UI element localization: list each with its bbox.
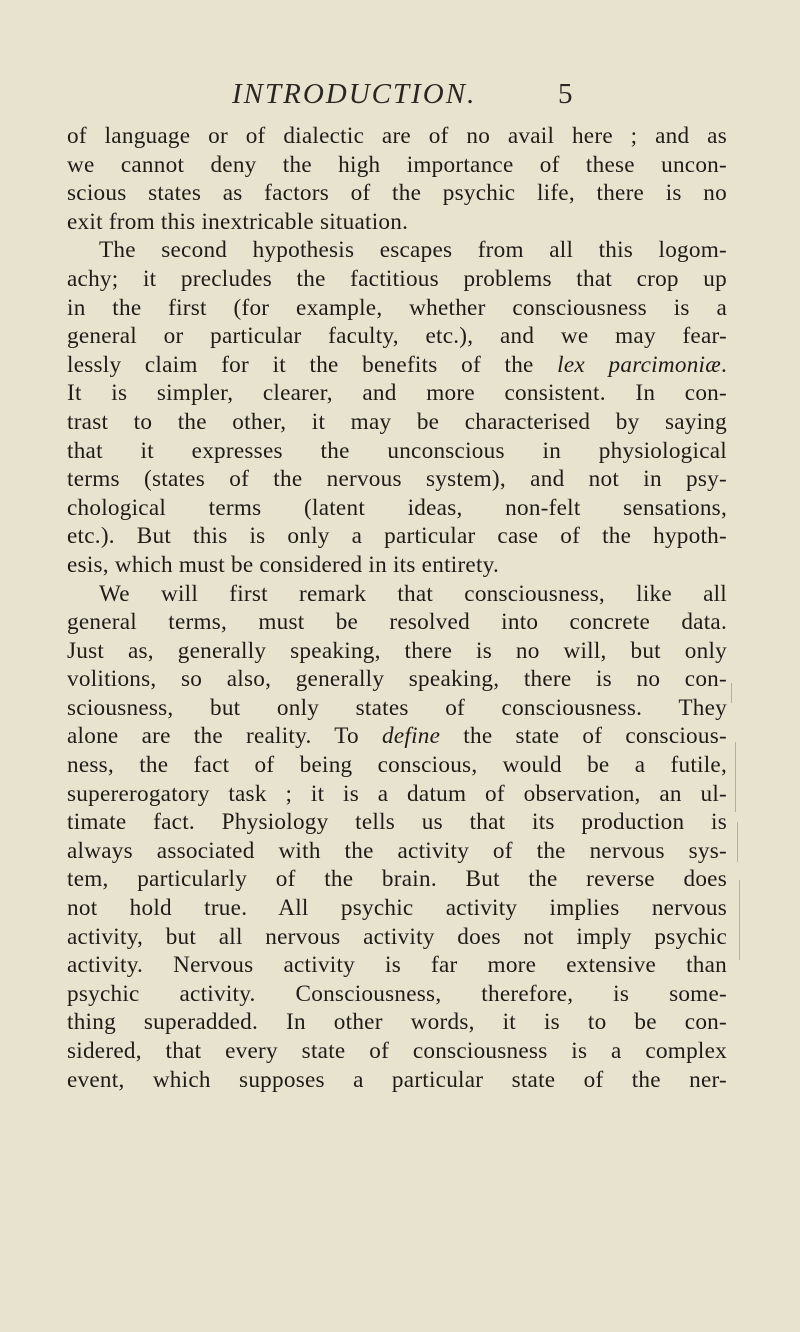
italic-phrase: define [382,723,441,750]
edge-mark [731,683,732,703]
text-line: general terms, must be resolved into concrete data. [67,609,727,636]
text-line: We will first remark that consciousness, like all [99,580,727,607]
text-line: sidered, that every state of consciousness is a complex [67,1038,727,1064]
text-segment: . [720,351,727,378]
text-line: not hold true. All psychic activity implies nervous [67,895,727,922]
text-line: general or particular faculty, etc.), and we may fear- [67,323,727,350]
text-line: activity. Nervous activity is far more extensive than [67,952,727,979]
text-line: of language or of dialectic are of no avail here ; and as [67,123,727,149]
edge-mark [737,822,738,862]
body-text [67,122,727,1094]
text-line: terms (states of the nervous system), and not in psy- [67,466,727,493]
text-line: that it expresses the unconscious in physiological [67,437,727,464]
running-title: INTRODUCTION. [232,78,477,110]
edge-mark [739,880,740,960]
text-line: ness, the fact of being conscious, would be a futile, [67,752,727,779]
text-line: psychic activity. Consciousness, therefore, is some- [67,980,727,1007]
page-number: 5 [558,78,573,110]
text-line: achy; it precludes the factitious problems that crop up [67,265,727,292]
text-line: activity, but all nervous activity does not imply psychic [67,923,727,950]
text-line: event, which supposes a particular state of the ner- [67,1066,727,1093]
text-segment: alone are the reality. To [67,723,382,750]
text-line: tem, particularly of the brain. But the reverse does [67,866,727,893]
text-line: chological terms (latent ideas, non-felt sensations, [67,494,727,521]
text-line: we cannot deny the high importance of these uncon- [67,151,727,178]
text-line: volitions, so also, generally speaking, there is no con- [67,666,727,693]
text-line: supererogatory task ; it is a datum of observation, an ul- [67,780,727,807]
text-line: sciousness, but only states of consciousness. They [67,694,727,721]
text-segment: lessly claim for it the benefits of the [67,351,558,378]
text-line [67,722,727,751]
text-line: timate fact. Physiology tells us that its production is [67,809,727,836]
italic-phrase: lex parcimoniæ [557,351,721,378]
text-line: thing superadded. In other words, it is to be con- [67,1009,727,1036]
text-line [67,351,727,380]
edge-mark [735,742,736,812]
text-segment: the state of conscious- [440,723,727,750]
text-line: It is simpler, clearer, and more consistent. In con- [67,380,727,407]
text-line: esis, which must be considered in its entirety. [67,551,500,578]
text-line: trast to the other, it may be characterised by saying [67,408,727,435]
text-line: exit from this inextricable situation. [67,208,409,235]
text-line: Just as, generally speaking, there is no will, but only [67,637,727,664]
text-line: always associated with the activity of the nervous sys- [67,837,727,864]
text-line: in the first (for example, whether consciousness is a [67,294,727,321]
text-line: etc.). But this is only a particular case of the hypoth- [67,523,727,550]
text-line: scious states as factors of the psychic life, there is no [67,180,727,207]
text-line: The second hypothesis escapes from all this logom- [99,237,727,264]
